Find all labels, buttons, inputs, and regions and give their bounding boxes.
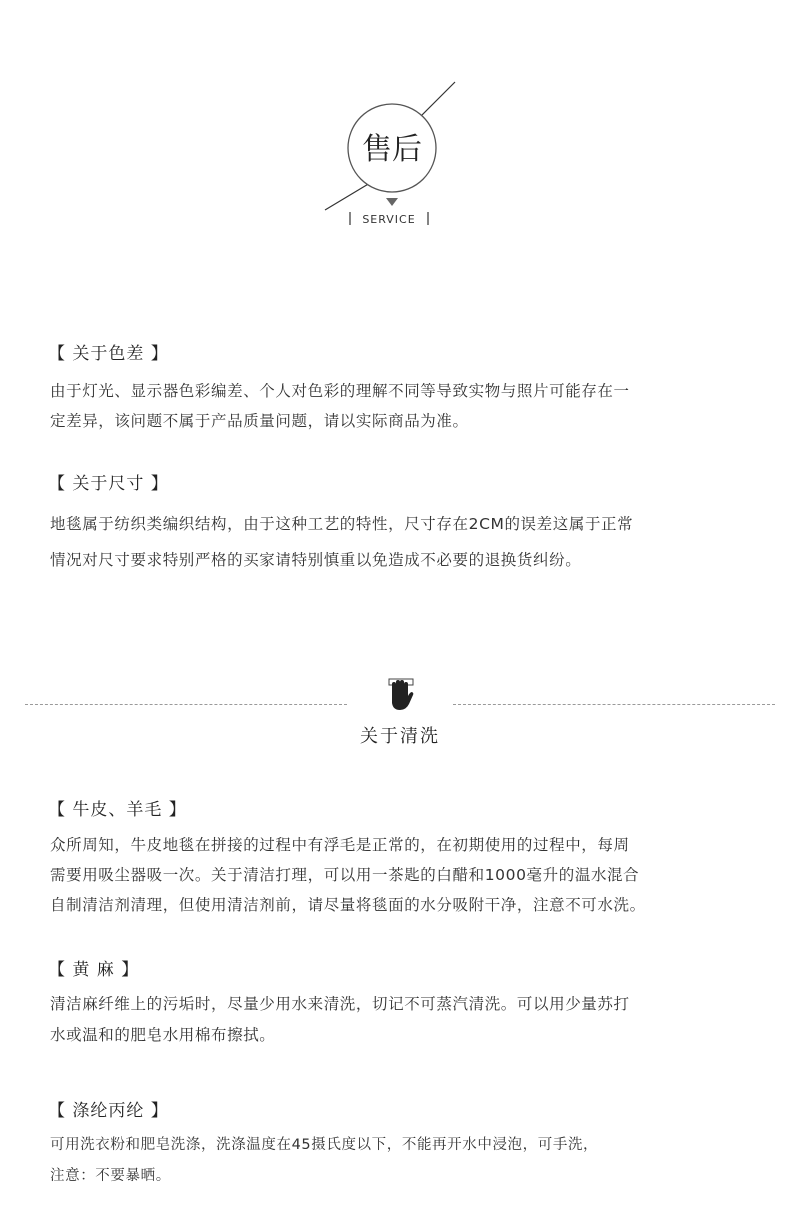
emblem-title: 售后 bbox=[362, 132, 422, 167]
emblem-subtitle: SERVICE bbox=[362, 213, 416, 226]
color-section-body bbox=[50, 376, 762, 436]
size-section-line: 情况对尺寸要求特别严格的买家请特别慎重以免造成不必要的退换货纠纷。 bbox=[50, 551, 582, 569]
polyester-section-line: 可用洗衣粉和肥皂洗涤，洗涤温度在45摄氏度以下，不能再开水中浸泡，可手洗， bbox=[50, 1137, 599, 1153]
polyester-section-body bbox=[50, 1130, 762, 1192]
leather-section-heading: 【 牛皮、羊毛 】 bbox=[48, 800, 187, 820]
size-section-heading: 【 关于尺寸 】 bbox=[48, 474, 169, 494]
leather-section-body bbox=[50, 830, 762, 920]
leather-section-line: 需要用吸尘器吸一次。关于清洁打理，可以用一茶匙的白醋和1000毫升的温水混合 bbox=[50, 866, 640, 884]
down-triangle-icon bbox=[386, 198, 398, 206]
jute-section-body bbox=[50, 989, 762, 1051]
polyester-section-line: 注意：不要暴晒。 bbox=[50, 1168, 171, 1184]
size-section-line: 地毯属于纺织类编织结构，由于这种工艺的特性，尺寸存在2CM的误差这属于正常 bbox=[50, 515, 634, 533]
leather-section-line: 众所周知，牛皮地毯在拼接的过程中有浮毛是正常的，在初期使用的过程中，每周 bbox=[50, 836, 630, 854]
service-emblem bbox=[300, 70, 500, 240]
glove-icon bbox=[384, 678, 418, 714]
leather-section-line: 自制清洁剂清理，但使用清洁剂前，请尽量将毯面的水分吸附干净，注意不可水洗。 bbox=[50, 896, 646, 914]
color-section-line: 由于灯光、显示器色彩编差、个人对色彩的理解不同等导致实物与照片可能存在一 bbox=[50, 382, 630, 400]
polyester-section-heading: 【 涤纶丙纶 】 bbox=[48, 1101, 169, 1121]
divider-right bbox=[453, 704, 775, 705]
color-section-line: 定差异，该问题不属于产品质量问题，请以实际商品为准。 bbox=[50, 412, 469, 430]
divider-left bbox=[25, 704, 347, 705]
jute-section-line: 清洁麻纤维上的污垢时，尽量少用水来清洗，切记不可蒸汽清洗。可以用少量苏打 bbox=[50, 995, 630, 1013]
size-section-body bbox=[50, 506, 762, 578]
color-section-heading: 【 关于色差 】 bbox=[48, 344, 169, 364]
jute-section-heading: 【 黄 麻 】 bbox=[48, 960, 140, 980]
jute-section-line: 水或温和的肥皂水用棉布擦拭。 bbox=[50, 1026, 276, 1044]
cleaning-title: 关于清洗 bbox=[360, 726, 440, 747]
